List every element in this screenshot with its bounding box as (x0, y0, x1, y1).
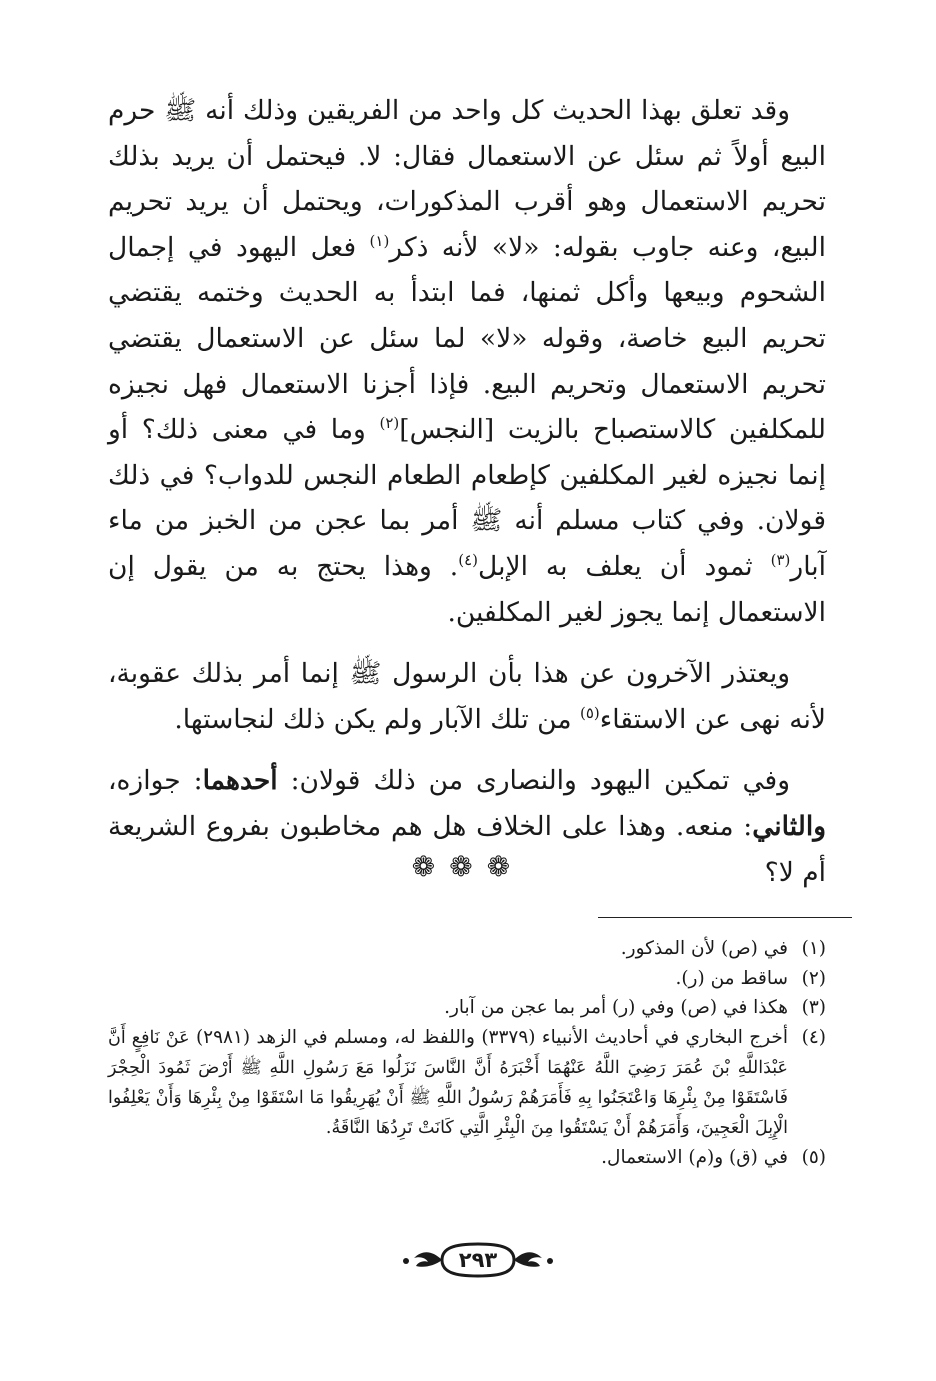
footnote-ref: (٣) (770, 551, 791, 570)
footnote (108, 1023, 826, 1143)
paragraph-text: وما في معنى ذلك؟ أو إنما نجيزه لغير المكلفين كإطعام الطعام النجس للدواب؟ في ذلك قولان. وفي كتاب مسلم أنه ﷺ أمر بما عجن من الخبز من ماء آبار (108, 414, 827, 582)
main-text (108, 88, 826, 895)
footnote-number: (١) (801, 938, 826, 959)
page-number: ٢٩٣ (458, 1248, 498, 1272)
footnote-ref: (١) (369, 231, 390, 250)
section-separator: ❁❁❁ (411, 850, 525, 883)
paragraph-text: من تلك الآبار ولم يكن ذلك لنجاستها. (174, 703, 580, 735)
footnote-ref: (٢) (379, 414, 400, 433)
paragraph (108, 88, 826, 635)
paragraph-text: . وهذا يحتج به من يقول إن الاستعمال إنما يجوز لغير المكلفين. (108, 550, 826, 628)
paragraph-text: : منعه. وهذا على الخلاف هل هم مخاطبون بفروع الشريعة أم لا؟ (108, 810, 826, 888)
footnote (108, 1143, 826, 1173)
paragraph-text: فعل اليهود في إجمال الشحوم وبيعها وأكل ثمنها، فما ابتدأ به الحديث وختمه يقتضي تحريم البيع خاصة، وقوله «لا» لما سئل عن الاستعمال يقتضي تحريم الاستعمال وتحريم البيع. فإذا أجزنا الاستعمال فهل نجيزه للمكلفين كالاستصباح بالزيت [النجس] (108, 231, 826, 446)
footnote (108, 964, 826, 994)
footnote-divider (598, 917, 852, 918)
footnote-text: في (ص) لأن المذكور. (620, 938, 788, 959)
footnote-text: هكذا في (ص) وفي (ر) أمر بما عجن من آبار. (444, 997, 788, 1018)
footnotes (108, 934, 826, 1172)
footnote-text: ساقط من (ر). (675, 967, 788, 989)
footnote-number: (٣) (801, 997, 826, 1018)
paragraph-text: ويعتذر الآخرون عن هذا بأن الرسول ﷺ إنما أمر بذلك عقوبة، لأنه نهى عن الاستقاء (108, 658, 826, 735)
paragraph-text: : جوازه، (108, 765, 203, 797)
paragraph-text: وقد تعلق بهذا الحديث كل واحد من الفريقين وذلك أنه ﷺ حرم البيع أولاً ثم سئل عن الاستعمال فقال: لا. فيحتمل أن يريد بذلك تحريم الاستعمال وهو أقرب المذكورات، ويحتمل أن يريد تحريم البيع، وعنه جاوب بقوله: «لا» لأنه ذكر (108, 95, 826, 263)
bold-term: والثاني (752, 810, 826, 842)
footnote-ref: (٤) (458, 551, 479, 570)
hadith-text: عَنْ نَافِعٍ أَنَّ عَبْدَاللَّهِ بْنَ عُمَرَ رَضِيَ اللَّهُ عَنْهُمَا أَخْبَرَهُ أَنَّ النَّاسَ نَزَلُوا مَعَ رَسُولِ اللَّهِ ﷺ أَرْضَ ثَمُودَ الْحِجْرَ فَاسْتَقَوْا مِنْ بِئْرِهَا وَاعْتَجَنُوا بِهِ فَأَمَرَهُمْ رَسُولُ اللَّهِ ﷺ أَنْ يُهَرِيقُوا مَا اسْتَقَوْا مِنْ بِئْرِهَا وَأَنْ يَعْلِفُوا الْإِبِلَ الْعَجِينَ، وَأَمَرَهُمْ أَنْ يَسْتَقُوا مِنَ الْبِئْرِ الَّتِي كَانَتْ تَرِدُهَا النَّاقَةُ. (108, 1027, 788, 1138)
bold-term: أحدهما (202, 765, 278, 797)
footnote-ref: (٥) (579, 703, 600, 722)
footnote-number: (٤) (801, 1026, 826, 1048)
footnote (108, 993, 826, 1023)
footnote-number: (٥) (801, 1146, 826, 1168)
paragraph-text: ثمود أن يعلف به الإبل (478, 550, 771, 582)
paragraph-text: وفي تمكين اليهود والنصارى من ذلك قولان: (277, 765, 790, 797)
page-number-ornament (398, 1236, 558, 1284)
footnote-text (108, 1023, 788, 1143)
footnote-citation: أخرج البخاري في أحاديث الأنبياء (٣٣٧٩) واللفظ له، ومسلم في الزهد (٢٩٨١) (195, 1026, 788, 1048)
footnote-text: في (ق) و(م) الاستعمال. (601, 1146, 788, 1168)
footnote (108, 934, 826, 964)
footnote-number: (٢) (801, 967, 826, 989)
paragraph (108, 651, 826, 742)
